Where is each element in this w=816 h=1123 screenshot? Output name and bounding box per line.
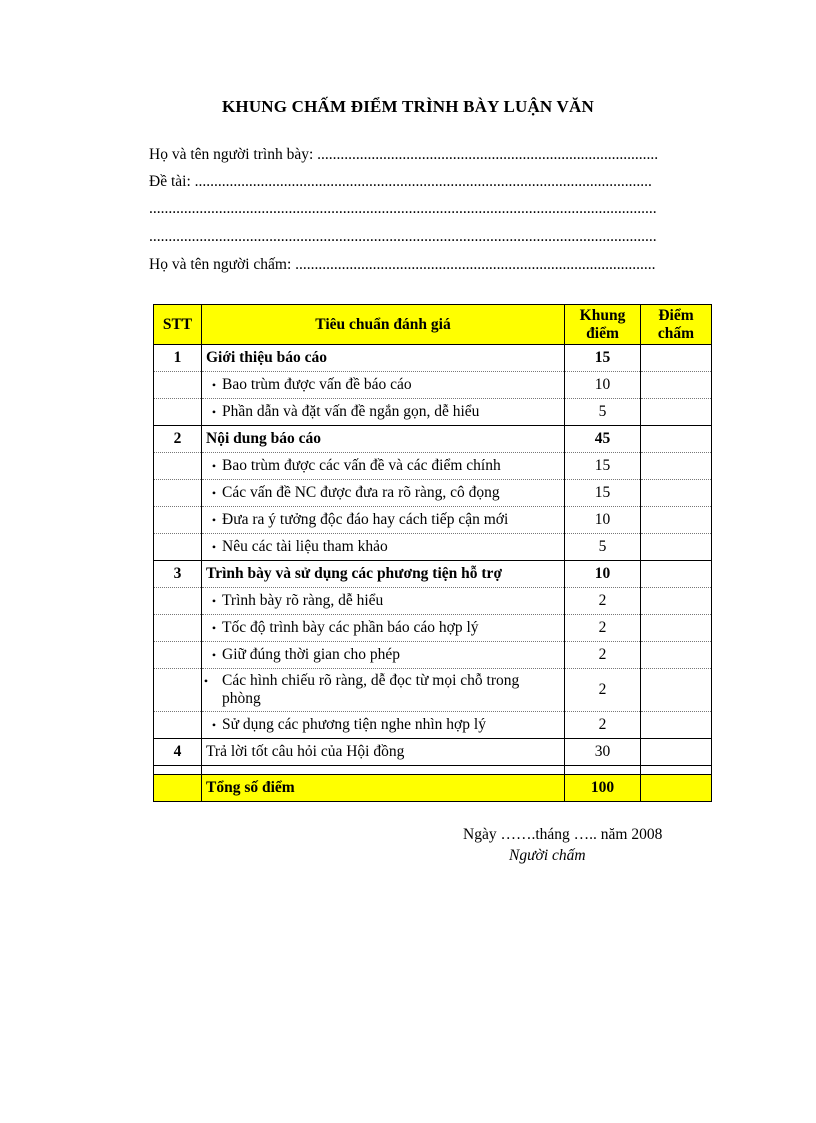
criteria-row bbox=[154, 615, 712, 642]
topic-line bbox=[149, 173, 701, 195]
section-number: 4 bbox=[154, 739, 202, 766]
criteria-item bbox=[202, 588, 565, 615]
section-title: Trình bày và sử dụng các phương tiện hỗ trợ bbox=[202, 561, 565, 588]
criteria-points: 2 bbox=[565, 669, 641, 712]
criteria-item bbox=[202, 642, 565, 669]
criteria-item bbox=[202, 615, 565, 642]
criteria-item bbox=[202, 399, 565, 426]
section-points: 30 bbox=[565, 739, 641, 766]
total-score-cell[interactable] bbox=[641, 775, 712, 802]
criteria-text: Bao trùm được các vấn đề và các điểm chính bbox=[222, 457, 501, 474]
section-title: Trả lời tốt câu hỏi của Hội đồng bbox=[202, 739, 565, 766]
bullet-icon: • bbox=[211, 648, 217, 662]
blank-dots-1: ................................................................................................................................... bbox=[149, 200, 657, 217]
criteria-text: Sử dụng các phương tiện nghe nhìn hợp lý bbox=[222, 716, 486, 733]
criteria-text: Các hình chiếu rõ ràng, dễ đọc từ mọi chỗ trong phòng bbox=[222, 672, 520, 707]
grader-name-line bbox=[149, 256, 701, 278]
date-line: Ngày …….tháng ….. năm 2008 bbox=[463, 826, 663, 843]
total-label: Tổng số điểm bbox=[202, 775, 565, 802]
criteria-row bbox=[154, 588, 712, 615]
criteria-item bbox=[202, 480, 565, 507]
table-header-row bbox=[154, 305, 712, 345]
score-cell[interactable] bbox=[641, 588, 712, 615]
criteria-points: 5 bbox=[565, 534, 641, 561]
section-title: Giới thiệu báo cáo bbox=[202, 345, 565, 372]
criteria-text: Tốc độ trình bày các phần báo cáo hợp lý bbox=[222, 619, 479, 636]
criteria-row bbox=[154, 534, 712, 561]
criteria-text: Bao trùm được vấn đề báo cáo bbox=[222, 376, 412, 393]
bullet-icon: • bbox=[211, 594, 217, 608]
criteria-row bbox=[154, 372, 712, 399]
score-cell[interactable] bbox=[641, 372, 712, 399]
section-points: 15 bbox=[565, 345, 641, 372]
score-cell[interactable] bbox=[641, 480, 712, 507]
total-row bbox=[154, 775, 712, 802]
criteria-points: 2 bbox=[565, 615, 641, 642]
section-row bbox=[154, 426, 712, 453]
criteria-text: Trình bày rõ ràng, dễ hiểu bbox=[222, 592, 384, 609]
score-cell[interactable] bbox=[641, 426, 712, 453]
empty-stt-cell bbox=[154, 615, 202, 642]
empty-stt-cell bbox=[154, 507, 202, 534]
criteria-row bbox=[154, 399, 712, 426]
header-stt: STT bbox=[154, 305, 202, 345]
criteria-points: 2 bbox=[565, 588, 641, 615]
section-points: 45 bbox=[565, 426, 641, 453]
empty-stt-cell bbox=[154, 775, 202, 802]
empty-stt-cell bbox=[154, 480, 202, 507]
score-cell[interactable] bbox=[641, 345, 712, 372]
criteria-row bbox=[154, 507, 712, 534]
empty-stt-cell bbox=[154, 453, 202, 480]
bullet-icon: • bbox=[211, 405, 217, 419]
empty-stt-cell bbox=[154, 588, 202, 615]
bullet-icon: • bbox=[211, 540, 217, 554]
criteria-points: 2 bbox=[565, 712, 641, 739]
empty-stt-cell bbox=[154, 372, 202, 399]
score-cell[interactable] bbox=[641, 507, 712, 534]
spacer-cell bbox=[202, 766, 565, 775]
criteria-text: Đưa ra ý tưởng độc đáo hay cách tiếp cận mới bbox=[222, 511, 509, 528]
bullet-icon: • bbox=[211, 621, 217, 635]
score-cell[interactable] bbox=[641, 739, 712, 766]
presenter-name-text: Họ và tên người trình bày: ........................................................................................ bbox=[149, 146, 659, 163]
bullet-icon: • bbox=[203, 674, 209, 688]
criteria-row bbox=[154, 453, 712, 480]
score-cell[interactable] bbox=[641, 453, 712, 480]
criteria-row bbox=[154, 642, 712, 669]
spacer-row bbox=[154, 766, 712, 775]
spacer-cell bbox=[154, 766, 202, 775]
criteria-text: Nêu các tài liệu tham khảo bbox=[222, 538, 388, 555]
score-cell[interactable] bbox=[641, 534, 712, 561]
topic-blank-line-2 bbox=[149, 228, 701, 250]
section-row bbox=[154, 739, 712, 766]
criteria-item bbox=[202, 669, 565, 712]
score-cell[interactable] bbox=[641, 399, 712, 426]
grader-name-text: Họ và tên người chấm: ............................................................................................. bbox=[149, 256, 656, 273]
criteria-row bbox=[154, 712, 712, 739]
criteria-row bbox=[154, 480, 712, 507]
criteria-text: Các vấn đề NC được đưa ra rõ ràng, cô đọng bbox=[222, 484, 500, 501]
empty-stt-cell bbox=[154, 399, 202, 426]
bullet-icon: • bbox=[211, 486, 217, 500]
criteria-item bbox=[202, 453, 565, 480]
topic-blank-line-1 bbox=[149, 200, 701, 222]
document-title: KHUNG CHẤM ĐIỂM TRÌNH BÀY LUẬN VĂN bbox=[221, 97, 594, 116]
criteria-points: 10 bbox=[565, 372, 641, 399]
bullet-icon: • bbox=[211, 378, 217, 392]
empty-stt-cell bbox=[154, 642, 202, 669]
section-number: 2 bbox=[154, 426, 202, 453]
criteria-points: 2 bbox=[565, 642, 641, 669]
criteria-text: Phần dẫn và đặt vấn đề ngắn gọn, dễ hiểu bbox=[222, 403, 480, 420]
empty-stt-cell bbox=[154, 712, 202, 739]
criteria-points: 15 bbox=[565, 480, 641, 507]
header-criteria: Tiêu chuẩn đánh giá bbox=[202, 305, 565, 345]
criteria-item bbox=[202, 712, 565, 739]
bullet-icon: • bbox=[211, 718, 217, 732]
criteria-text: Giữ đúng thời gian cho phép bbox=[222, 646, 401, 663]
section-row bbox=[154, 561, 712, 588]
total-points: 100 bbox=[565, 775, 641, 802]
section-title: Nội dung báo cáo bbox=[202, 426, 565, 453]
scoring-table bbox=[153, 304, 712, 802]
score-cell[interactable] bbox=[641, 669, 712, 712]
criteria-row bbox=[154, 669, 712, 712]
blank-dots-2: ................................................................................................................................... bbox=[149, 228, 657, 245]
criteria-points: 10 bbox=[565, 507, 641, 534]
section-number: 1 bbox=[154, 345, 202, 372]
empty-stt-cell bbox=[154, 534, 202, 561]
criteria-points: 5 bbox=[565, 399, 641, 426]
criteria-points: 15 bbox=[565, 453, 641, 480]
presenter-name-line bbox=[149, 146, 701, 168]
spacer-cell bbox=[565, 766, 641, 775]
score-cell[interactable] bbox=[641, 642, 712, 669]
section-number: 3 bbox=[154, 561, 202, 588]
score-cell[interactable] bbox=[641, 561, 712, 588]
score-cell[interactable] bbox=[641, 712, 712, 739]
header-score: Điểm chấm bbox=[641, 305, 712, 345]
criteria-item bbox=[202, 507, 565, 534]
spacer-cell bbox=[641, 766, 712, 775]
empty-stt-cell bbox=[154, 669, 202, 712]
header-frame-points: Khung điểm bbox=[565, 305, 641, 345]
score-cell[interactable] bbox=[641, 615, 712, 642]
bullet-icon: • bbox=[211, 513, 217, 527]
criteria-item bbox=[202, 534, 565, 561]
signer-label: Người chấm bbox=[509, 847, 586, 864]
criteria-item bbox=[202, 372, 565, 399]
section-points: 10 bbox=[565, 561, 641, 588]
bullet-icon: • bbox=[211, 459, 217, 473]
section-row bbox=[154, 345, 712, 372]
topic-text: Đề tài: ...................................................................................................................... bbox=[149, 173, 652, 190]
